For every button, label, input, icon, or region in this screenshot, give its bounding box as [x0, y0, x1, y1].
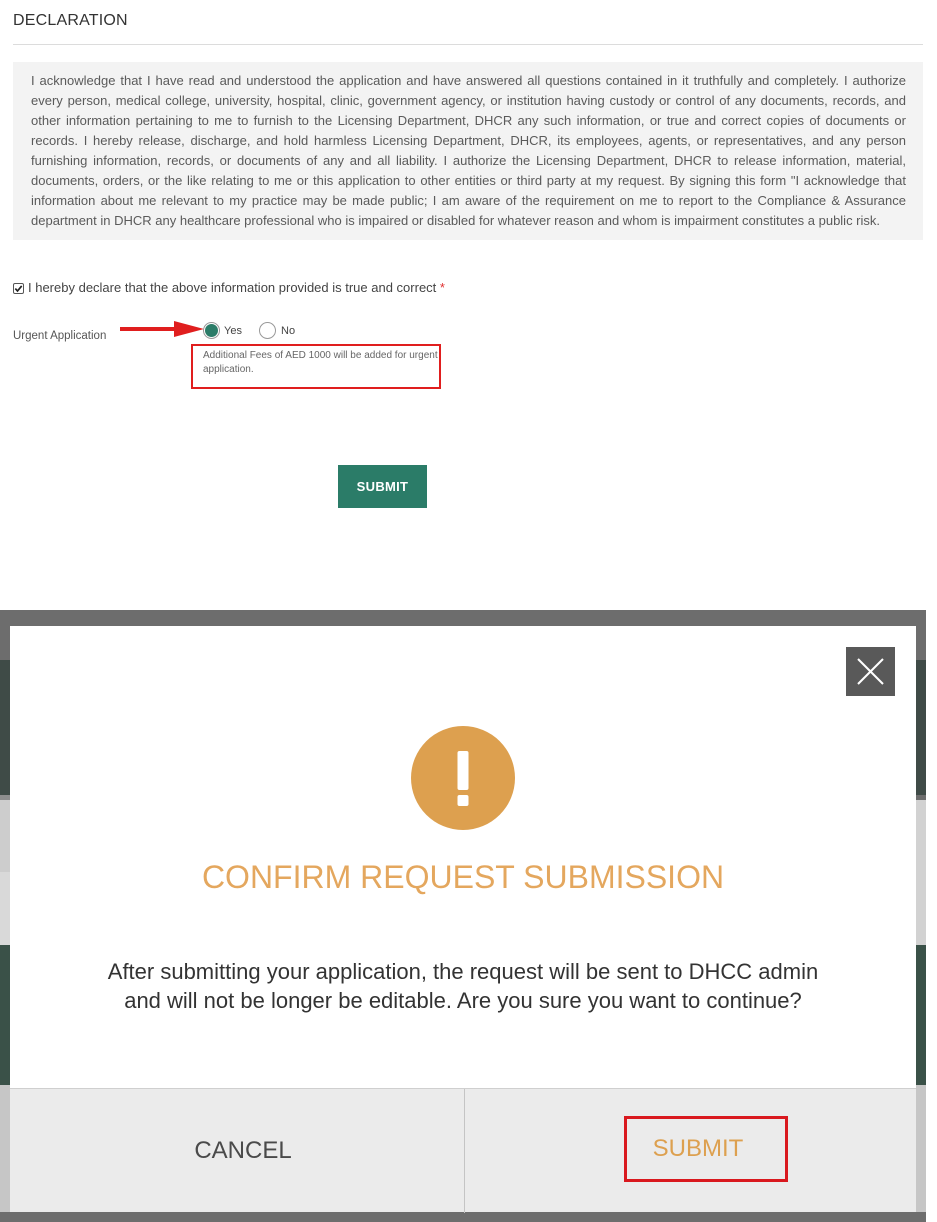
annotation-arrow-icon: [118, 321, 204, 337]
confirm-dialog: [10, 626, 916, 1212]
confirm-submit-button[interactable]: [465, 1089, 916, 1212]
exclamation-icon: [411, 726, 515, 830]
urgent-application-label: Urgent Application: [13, 330, 107, 342]
declaration-checkbox[interactable]: [13, 283, 24, 294]
background-page-strip: [916, 800, 926, 945]
background-page-strip: [0, 945, 10, 1085]
dialog-footer: [10, 1088, 916, 1212]
urgent-radio-yes-label[interactable]: Yes: [224, 325, 242, 337]
background-page-strip: [0, 872, 10, 945]
background-page-strip: [0, 660, 10, 795]
background-page-strip: [0, 1085, 10, 1212]
declaration-title: DECLARATION: [13, 12, 128, 29]
confirm-submit-label: SUBMIT: [624, 1116, 788, 1182]
background-page-strip: [916, 1085, 926, 1212]
background-page-strip: [916, 945, 926, 1085]
form-submit-button[interactable]: SUBMIT: [338, 465, 427, 508]
annotation-highlight-box: [191, 344, 441, 389]
dialog-message: After submitting your application, the request will be sent to DHCC admin and will not be longer be editable. Are you sure you want to continue?: [107, 959, 819, 1013]
dialog-title: CONFIRM REQUEST SUBMISSION: [201, 859, 725, 895]
declaration-text: I acknowledge that I have read and understood the application and have answered all questions contained in it truthfully and completely. I authorize every person, medical college, university, hospital, clinic, government agency, or institution having custody or control of any documents, records, and other information pertaining to me to furnish to the Licensing Department, DHCR any such information, or true and correct copies of documents or records. I hereby release, discharge, and hold harmless Licensing Department, DHCR, its employees, agents, or representatives, and any person furnishing information, records, or documents of any and all liability. I authorize the Licensing Department, DHCR to release information, material, documents, orders, or the like relating to me or this application to other entities or third party at my request. By signing this form "I acknowledge that information about me relevant to my practice may be made public; I am aware of the requirement on me to report to the Compliance & Assurance department in DHCR any healthcare professional who is impaired or disabled for whatever reason and whom is impairment constitutes a public risk.: [31, 73, 906, 228]
urgent-radio-yes[interactable]: [203, 322, 220, 339]
declaration-section: [0, 0, 937, 610]
section-divider: [13, 44, 923, 45]
required-asterisk: *: [439, 280, 445, 295]
urgent-radio-no-label[interactable]: No: [281, 325, 296, 337]
declaration-checkbox-label[interactable]: [28, 280, 445, 295]
radio-selected-dot: [205, 324, 218, 337]
urgent-radio-no[interactable]: [259, 322, 276, 339]
close-icon[interactable]: [846, 647, 895, 696]
declaration-text-box: [13, 62, 923, 240]
cancel-button[interactable]: CANCEL: [194, 1137, 292, 1164]
background-page-strip: [0, 800, 10, 872]
background-page-strip: [916, 660, 926, 795]
declaration-checkbox-text: I hereby declare that the above information provided is true and correct: [28, 280, 437, 295]
urgent-fee-note: Additional Fees of AED 1000 will be added for urgent application.: [203, 350, 438, 375]
